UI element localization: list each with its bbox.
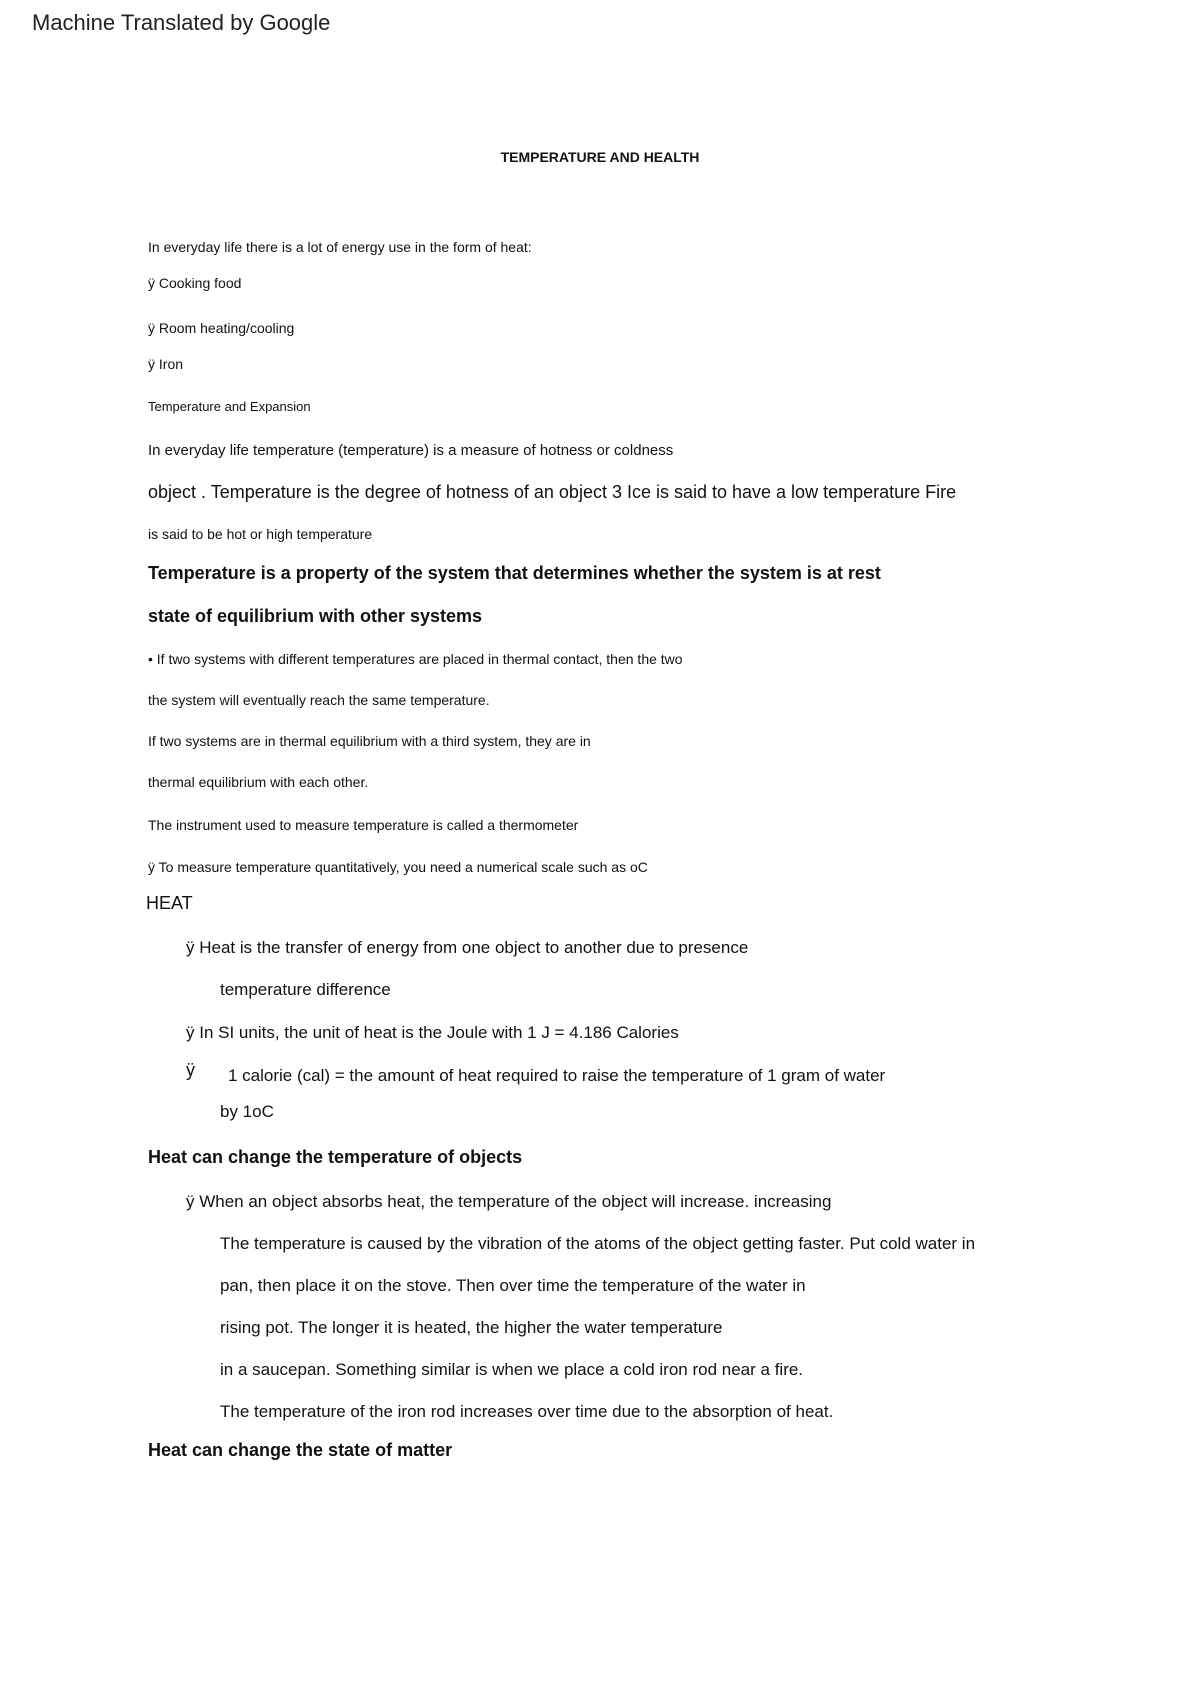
use-item-iron: ÿ Iron	[148, 356, 184, 372]
definition-line: is said to be hot or high temperature	[148, 526, 373, 542]
equilibrium-line: • If two systems with different temperatures are placed in thermal contact, then the two	[148, 651, 683, 667]
use-item-cooking: ÿ Cooking food	[148, 275, 242, 291]
heat-point-transfer-cont: temperature difference	[220, 980, 391, 999]
heat-point-si-units: ÿ In SI units, the unit of heat is the Joule with 1 J = 4.186 Calories	[186, 1023, 679, 1042]
equilibrium-line: thermal equilibrium with each other.	[148, 774, 369, 790]
change-temperature-line: rising pot. The longer it is heated, the higher the water temperature	[220, 1318, 723, 1337]
property-line: state of equilibrium with other systems	[148, 606, 483, 626]
change-temperature-line: The temperature of the iron rod increases over time due to the absorption of heat.	[220, 1402, 834, 1421]
equilibrium-line: the system will eventually reach the same temperature.	[148, 692, 490, 708]
change-state-heading: Heat can change the state of matter	[148, 1440, 453, 1460]
expansion-heading: Temperature and Expansion	[148, 399, 311, 414]
property-line: Temperature is a property of the system that determines whether the system is at rest	[148, 563, 881, 583]
equilibrium-line: The instrument used to measure temperature is called a thermometer	[148, 817, 579, 833]
change-temperature-line: pan, then place it on the stove. Then over time the temperature of the water in	[220, 1276, 806, 1295]
change-temperature-line: The temperature is caused by the vibration of the atoms of the object getting faster. Put cold water in	[220, 1234, 976, 1253]
equilibrium-line: ÿ To measure temperature quantitatively, you need a numerical scale such as oC	[148, 859, 648, 875]
intro-text: In everyday life there is a lot of energy use in the form of heat:	[148, 239, 532, 255]
heat-point-transfer: ÿ Heat is the transfer of energy from one object to another due to presence	[186, 938, 749, 957]
use-item-heating: ÿ Room heating/cooling	[148, 320, 295, 336]
change-temperature-line: in a saucepan. Something similar is when we place a cold iron rod near a fire.	[220, 1360, 804, 1379]
document-title: TEMPERATURE AND HEALTH	[500, 149, 700, 165]
definition-line: object . Temperature is the degree of hotness of an object 3 Ice is said to have a low temperature Fire	[148, 482, 957, 502]
change-temperature-line: ÿ When an object absorbs heat, the temperature of the object will increase. increasing	[186, 1192, 832, 1211]
change-temperature-heading: Heat can change the temperature of objects	[148, 1147, 523, 1167]
equilibrium-line: If two systems are in thermal equilibrium with a third system, they are in	[148, 733, 591, 749]
definition-line: In everyday life temperature (temperature) is a measure of hotness or coldness	[148, 442, 674, 459]
heat-point-calorie-cont: by 1oC	[220, 1102, 274, 1121]
heat-point-calorie: 1 calorie (cal) = the amount of heat required to raise the temperature of 1 gram of water	[228, 1066, 886, 1085]
machine-translated-banner: Machine Translated by Google	[32, 10, 331, 35]
heat-point-marker: ÿ	[186, 1060, 195, 1080]
heat-heading: HEAT	[146, 893, 193, 913]
